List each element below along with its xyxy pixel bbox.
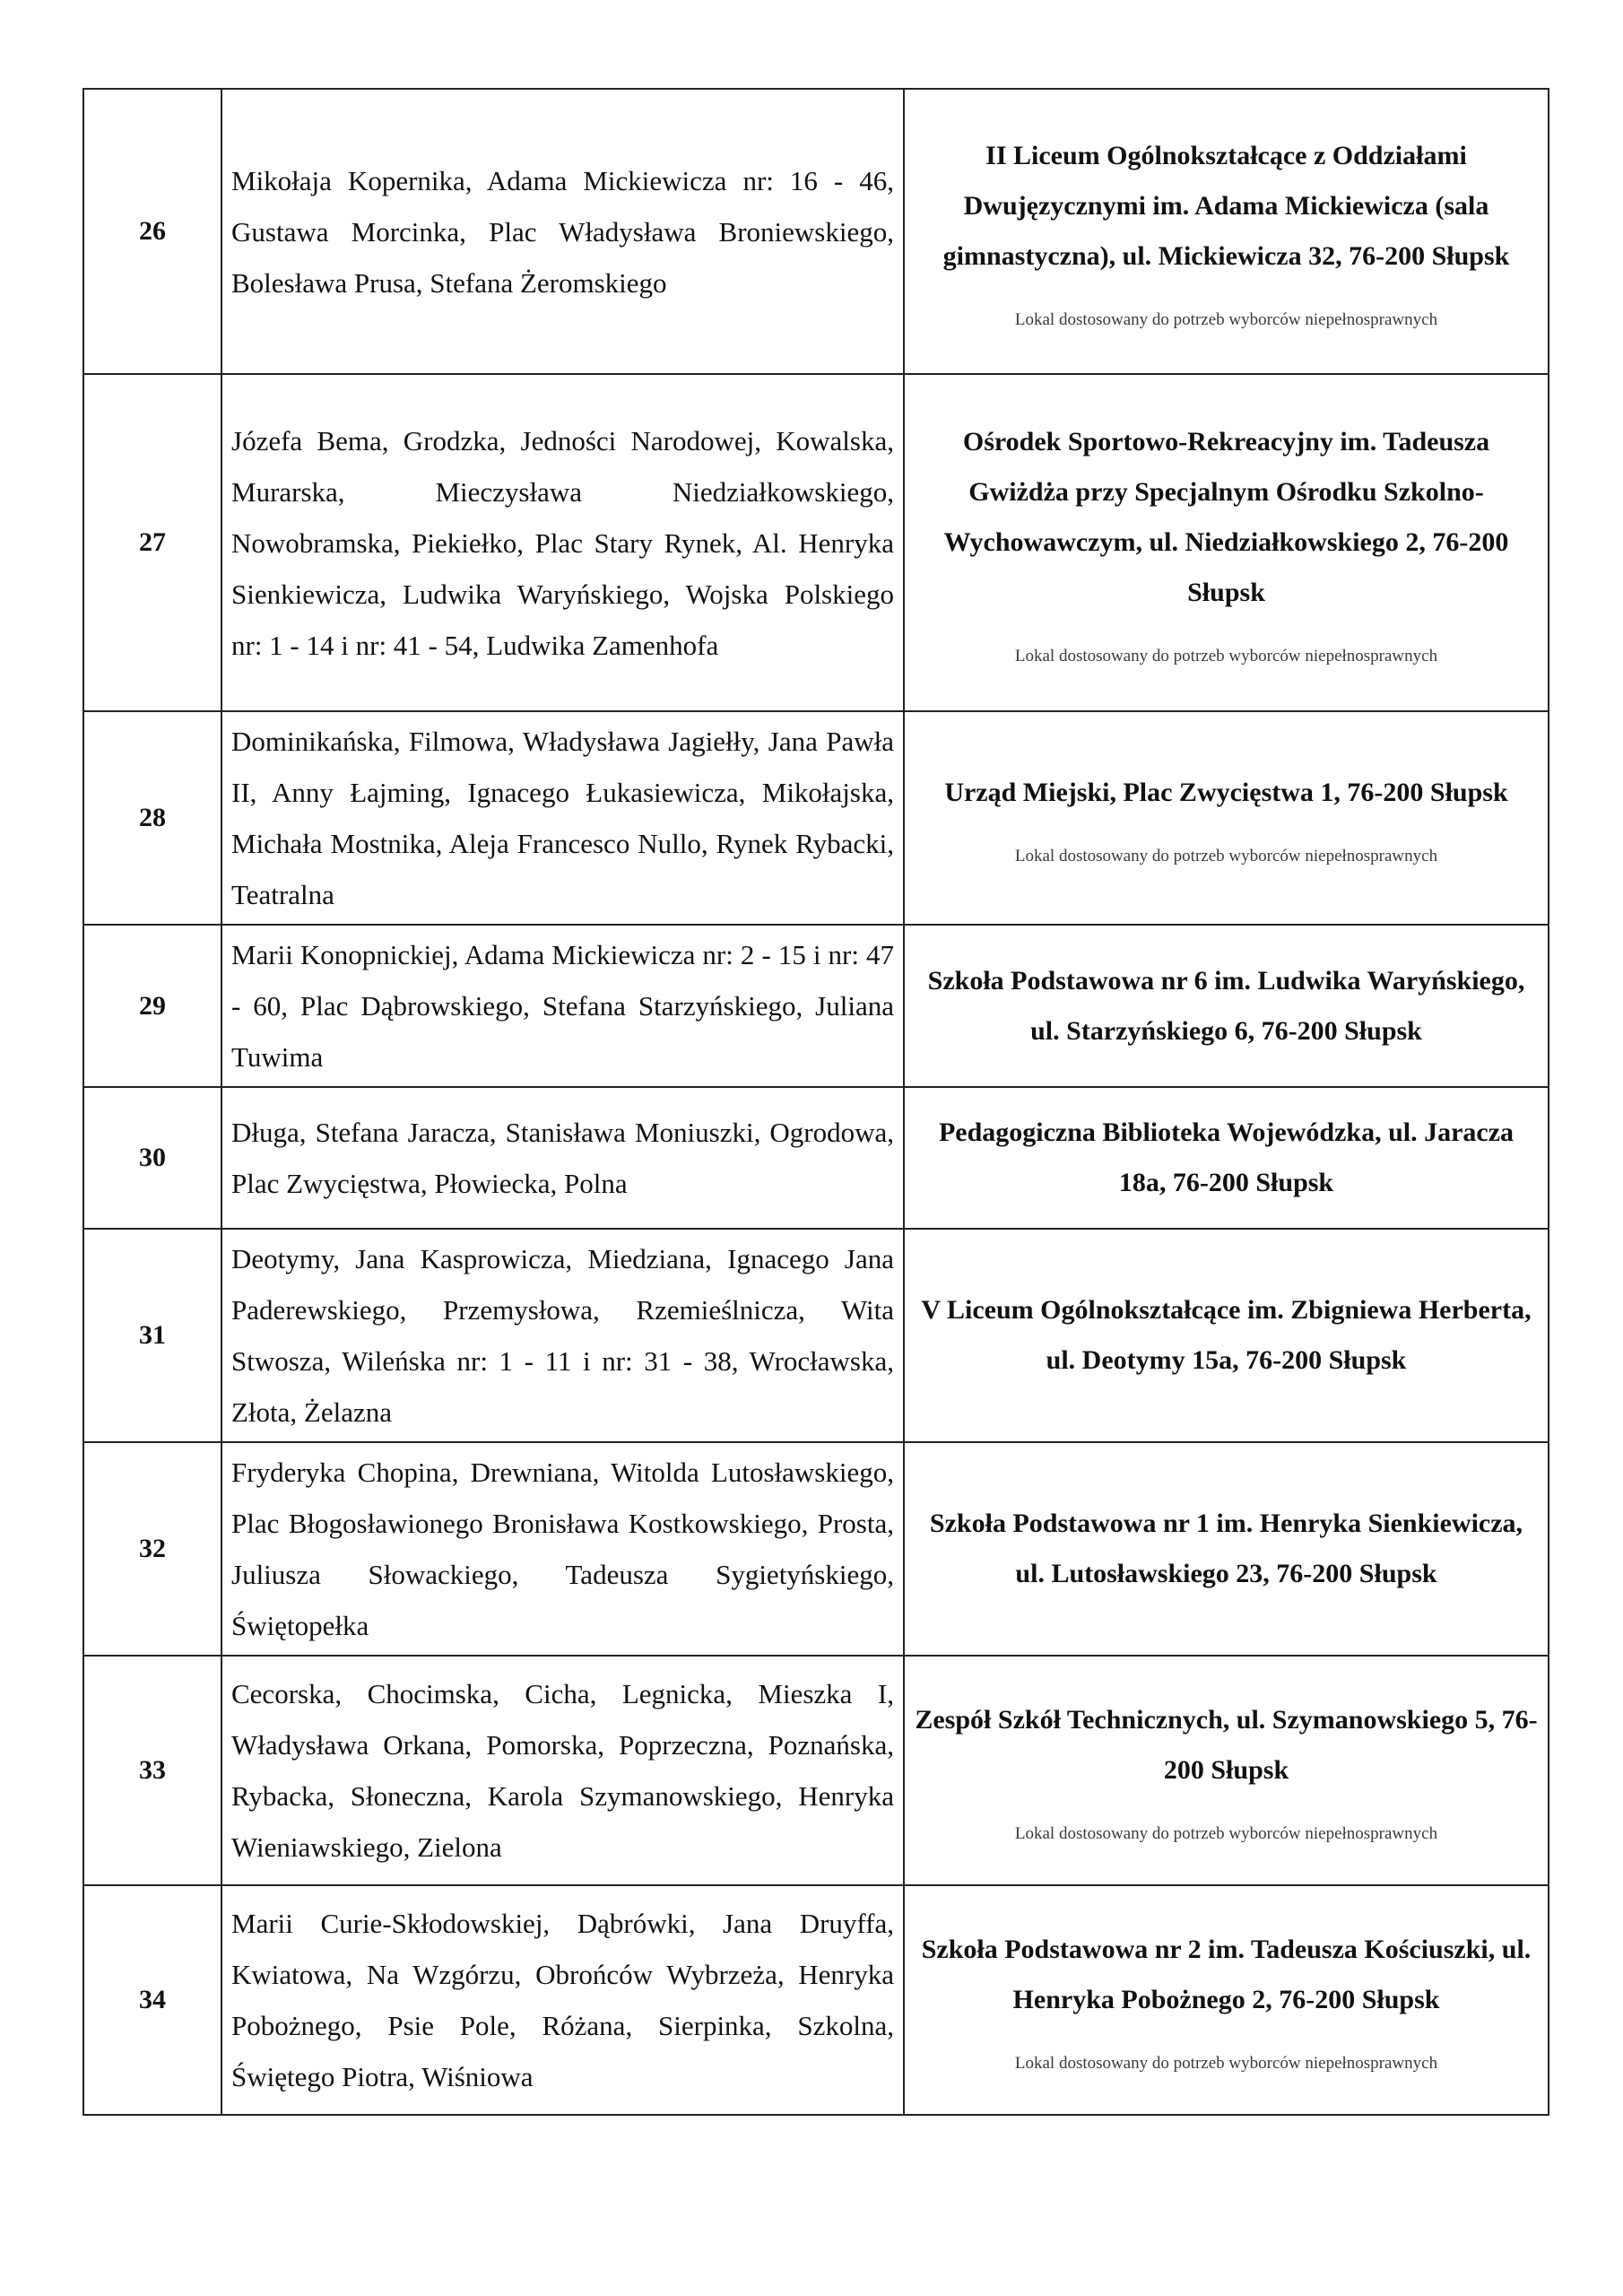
district-number: 26 (83, 89, 221, 374)
polling-station-address: Urząd Miejski, Plac Zwycięstwa 1, 76-200 Słupsk (944, 778, 1508, 807)
table-row (83, 1656, 1549, 1885)
polling-station-cell (904, 374, 1549, 711)
polling-station-address: Szkoła Podstawowa nr 2 im. Tadeusza Kościuszki, ul. Henryka Pobożnego 2, 76-200 Słupsk (921, 1935, 1532, 2014)
polling-station-cell (904, 1885, 1549, 2115)
district-number: 33 (83, 1656, 221, 1885)
polling-station-cell (904, 711, 1549, 925)
accessibility-note: Lokal dostosowany do potrzeb wyborców niepełnosprawnych (1014, 1824, 1438, 1843)
polling-station-address: Pedagogiczna Biblioteka Wojewódzka, ul. Jaracza 18a, 76-200 Słupsk (938, 1118, 1515, 1197)
table-row (83, 374, 1549, 711)
district-streets: Dominikańska, Filmowa, Władysława Jagiełły, Jana Pawła II, Anny Łajming, Ignacego Łukasiewicza, Mikołajska, Michała Mostnika, Aleja Francesco Nullo, Rynek Rybacki, Teatralna (221, 711, 904, 925)
table-row (83, 1229, 1549, 1442)
table-row (83, 925, 1549, 1087)
accessibility-note: Lokal dostosowany do potrzeb wyborców niepełnosprawnych (1014, 647, 1438, 665)
polling-districts-table (82, 88, 1549, 2116)
district-streets: Marii Curie-Skłodowskiej, Dąbrówki, Jana Druyffa, Kwiatowa, Na Wzgórzu, Obrońców Wybrzeża, Henryka Pobożnego, Psie Pole, Różana, Sierpinka, Szkolna, Świętego Piotra, Wiśniowa (221, 1885, 904, 2115)
district-streets: Józefa Bema, Grodzka, Jedności Narodowej, Kowalska, Murarska, Mieczysława Niedziałkowskiego, Nowobramska, Piekiełko, Plac Stary Rynek, Al. Henryka Sienkiewicza, Ludwika Waryńskiego, Wojska Polskiego nr: 1 - 14 i nr: 41 - 54, Ludwika Zamenhofa (221, 374, 904, 711)
table-row (83, 89, 1549, 374)
polling-station-cell (904, 1442, 1549, 1656)
district-streets: Marii Konopnickiej, Adama Mickiewicza nr: 2 - 15 i nr: 47 - 60, Plac Dąbrowskiego, Stefana Starzyńskiego, Juliana Tuwima (221, 925, 904, 1087)
district-number: 34 (83, 1885, 221, 2115)
polling-station-cell (904, 925, 1549, 1087)
district-streets: Cecorska, Chocimska, Cicha, Legnicka, Mieszka I, Władysława Orkana, Pomorska, Poprzeczna, Poznańska, Rybacka, Słoneczna, Karola Szymanowskiego, Henryka Wieniawskiego, Zielona (221, 1656, 904, 1885)
polling-station-address: Zespół Szkół Technicznych, ul. Szymanowskiego 5, 76-200 Słupsk (915, 1705, 1538, 1785)
district-streets: Fryderyka Chopina, Drewniana, Witolda Lutosławskiego, Plac Błogosławionego Bronisława Kostkowskiego, Prosta, Juliusza Słowackiego, Tadeusza Sygietyńskiego, Świętopełka (221, 1442, 904, 1656)
polling-station-address: Szkoła Podstawowa nr 6 im. Ludwika Waryńskiego, ul. Starzyńskiego 6, 76-200 Słupsk (927, 965, 1525, 1046)
district-streets: Deotymy, Jana Kasprowicza, Miedziana, Ignacego Jana Paderewskiego, Przemysłowa, Rzemieślnicza, Wita Stwosza, Wileńska nr: 1 - 11 i nr: 31 - 38, Wrocławska, Złota, Żelazna (221, 1229, 904, 1442)
district-number: 29 (83, 925, 221, 1087)
polling-station-cell (904, 1656, 1549, 1885)
accessibility-note: Lokal dostosowany do potrzeb wyborców niepełnosprawnych (1014, 847, 1438, 865)
table-row (83, 1885, 1549, 2115)
polling-station-cell (904, 1087, 1549, 1229)
polling-station-address: V Liceum Ogólnokształcące im. Zbigniewa Herberta, ul. Deotymy 15a, 76-200 Słupsk (921, 1295, 1532, 1375)
district-number: 31 (83, 1229, 221, 1442)
district-number: 27 (83, 374, 221, 711)
accessibility-note: Lokal dostosowany do potrzeb wyborców niepełnosprawnych (1014, 310, 1438, 329)
table-row (83, 1442, 1549, 1656)
district-number: 32 (83, 1442, 221, 1656)
polling-station-address: II Liceum Ogólnokształcące z Oddziałami Dwujęzycznymi im. Adama Mickiewicza (sala gimnastyczna), ul. Mickiewicza 32, 76-200 Słupsk (942, 141, 1510, 271)
polling-station-cell (904, 1229, 1549, 1442)
table-row (83, 1087, 1549, 1229)
polling-station-address: Ośrodek Sportowo-Rekreacyjny im. Tadeusza Gwiżdża przy Specjalnym Ośrodku Szkolno-Wychowawczym, ul. Niedziałkowskiego 2, 76-200 Słupsk (943, 427, 1509, 607)
district-number: 28 (83, 711, 221, 925)
district-streets: Mikołaja Kopernika, Adama Mickiewicza nr: 16 - 46, Gustawa Morcinka, Plac Władysława Broniewskiego, Bolesława Prusa, Stefana Żeromskiego (221, 89, 904, 374)
accessibility-note: Lokal dostosowany do potrzeb wyborców niepełnosprawnych (1014, 2054, 1438, 2073)
table-row (83, 711, 1549, 925)
district-streets: Długa, Stefana Jaracza, Stanisława Moniuszki, Ogrodowa, Plac Zwycięstwa, Płowiecka, Polna (221, 1087, 904, 1229)
polling-station-address: Szkoła Podstawowa nr 1 im. Henryka Sienkiewicza, ul. Lutosławskiego 23, 76-200 Słupsk (929, 1509, 1523, 1588)
district-number: 30 (83, 1087, 221, 1229)
polling-station-cell (904, 89, 1549, 374)
